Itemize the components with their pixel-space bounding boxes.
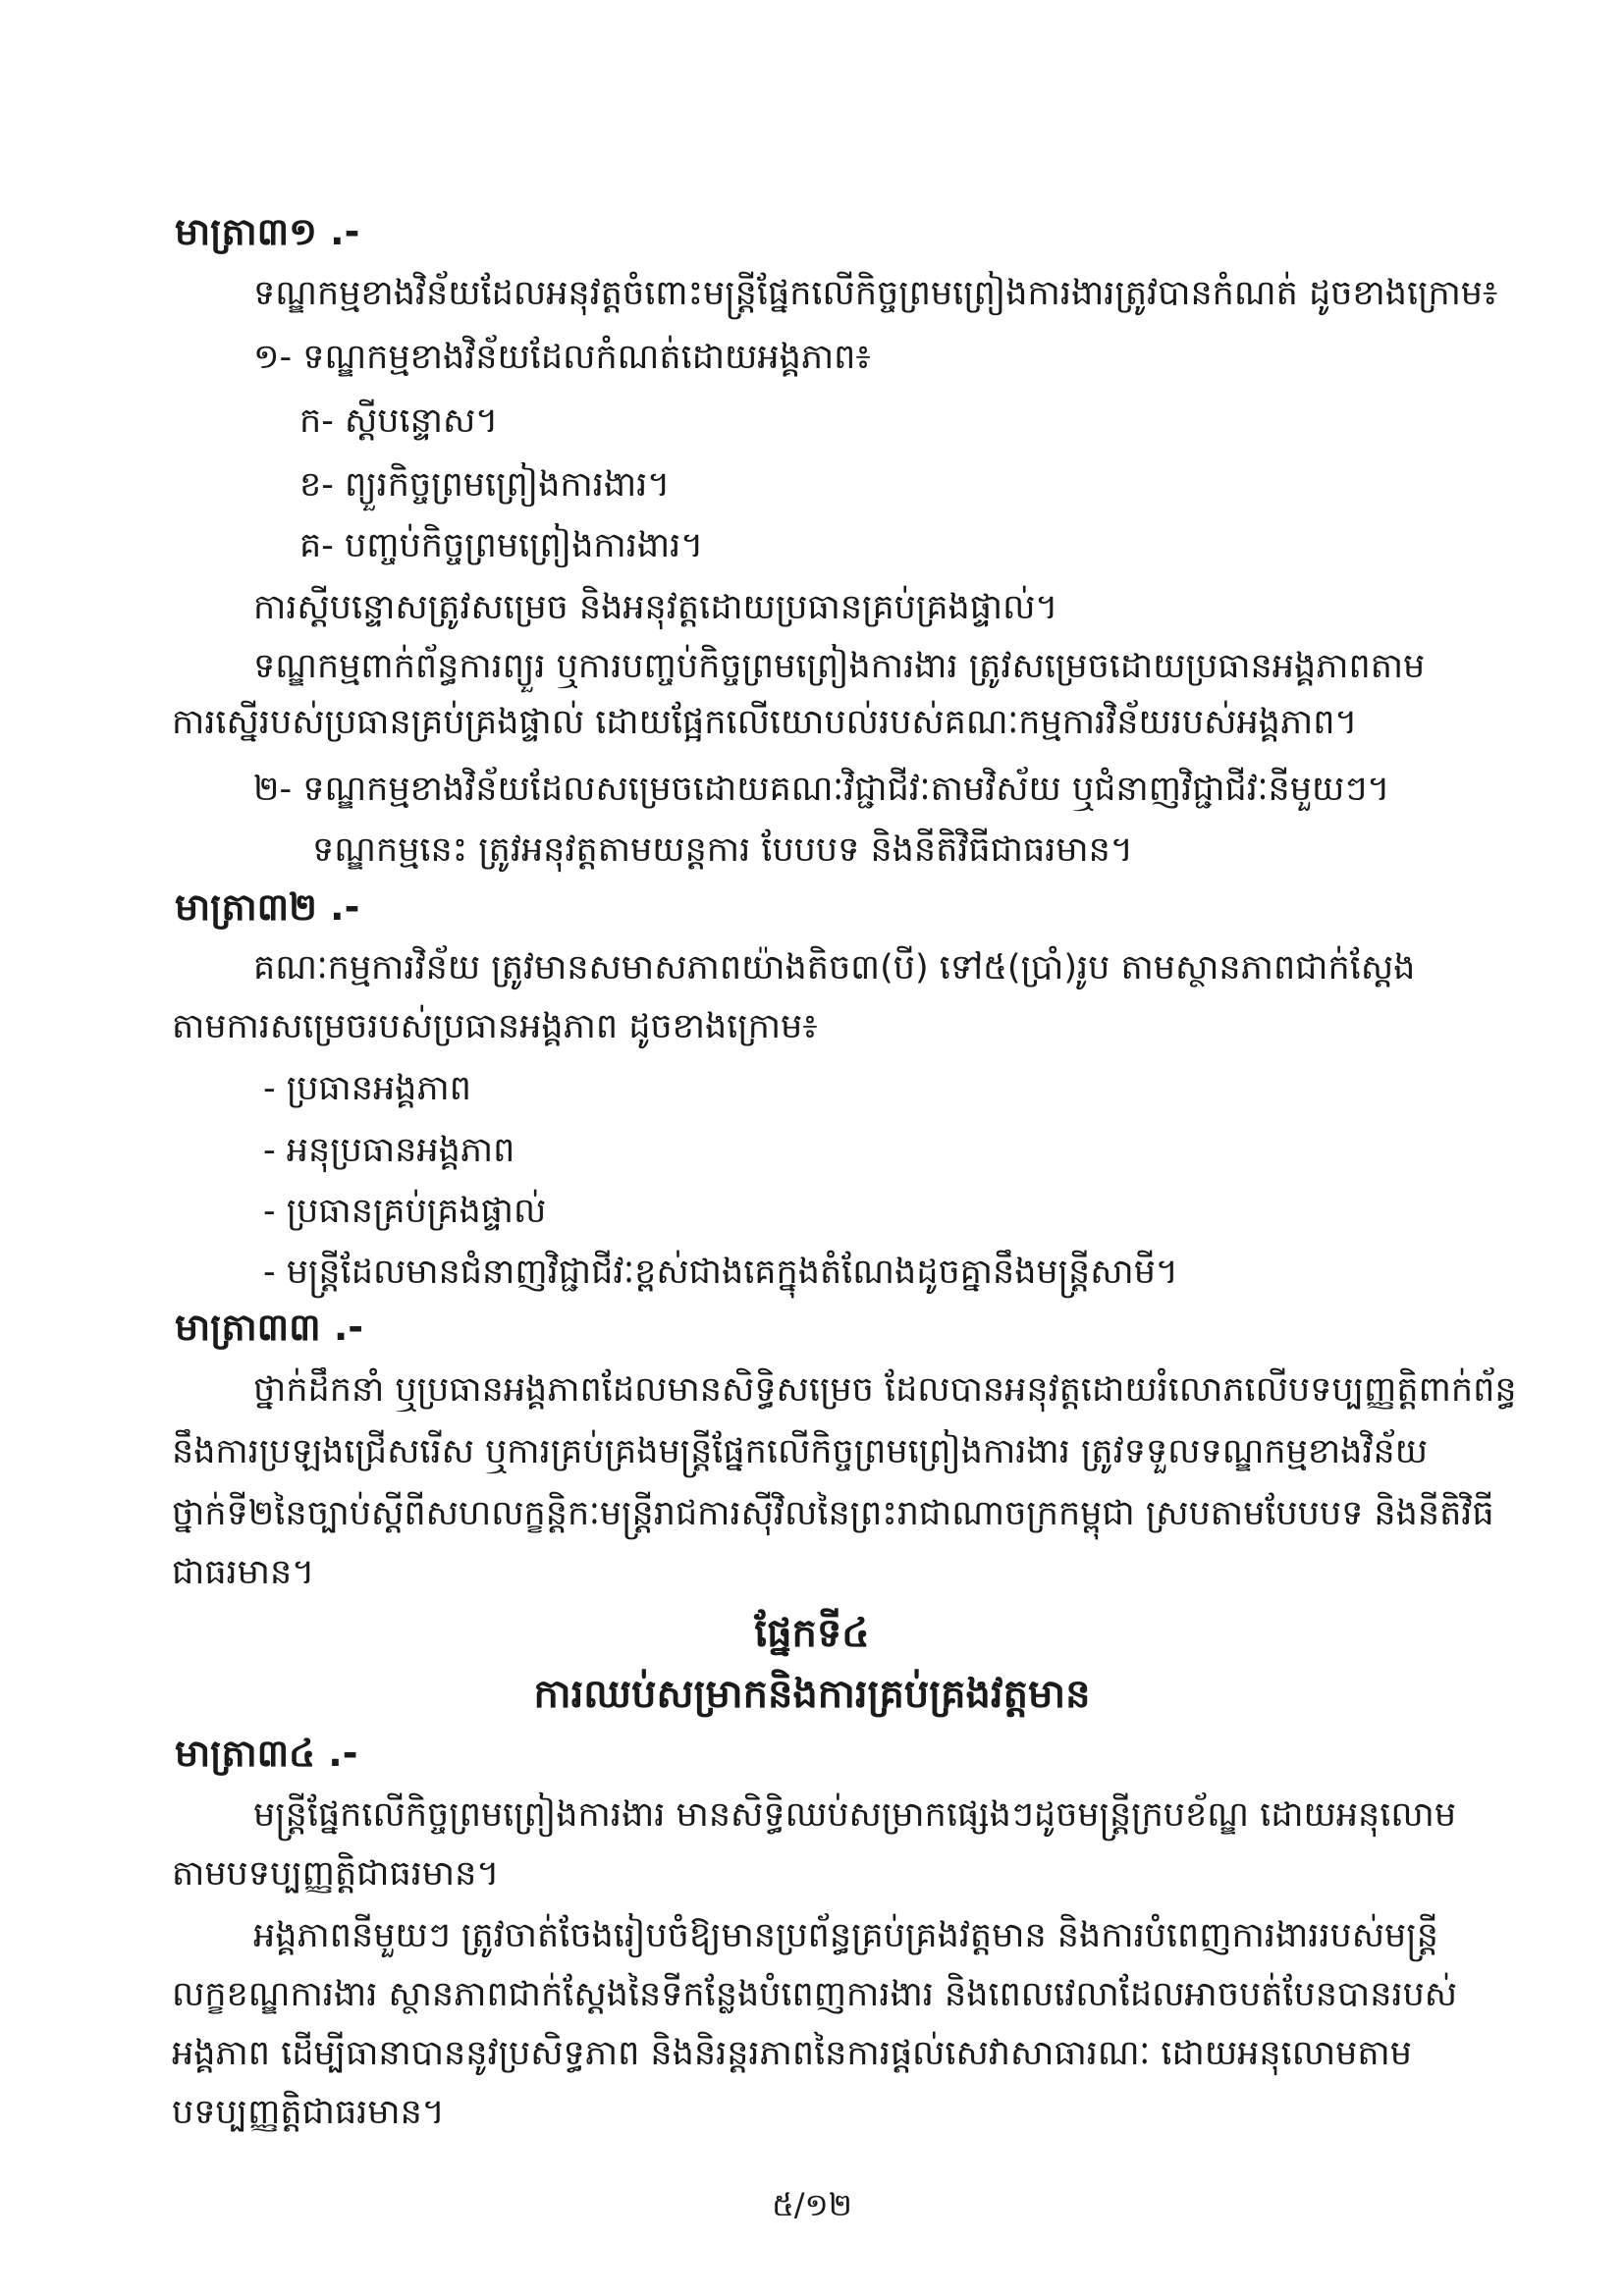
article-33-heading: មាត្រា៣៣ .- — [175, 1306, 364, 1349]
article-31-paragraph-2-line-2: ការស្នើរបស់ប្រធានគ្រប់គ្រងផ្ទាល់ ដោយផ្អែកលើយោបល់របស់គណៈកម្មការវិន័យរបស់អង្គភាព។ — [172, 703, 1358, 742]
article-33-line-2: នឹងការប្រឡងជ្រើសរើស ឬការគ្រប់គ្រងមន្ត្រីផ្នែកលើកិច្ចព្រមព្រៀងការងារ ត្រូវទទួលទណ្ឌកម្មខាងវិន័យ — [172, 1432, 1429, 1471]
article-31-sub-c: គ- បញ្ចប់កិច្ចព្រមព្រៀងការងារ។ — [299, 526, 704, 565]
article-31-item-2: ២- ទណ្ឌកម្មខាងវិន័យដែលសម្រេចដោយគណៈវិជ្ជាជីវៈតាមវិស័យ ឬជំនាញវិជ្ជាជីវៈនីមួយៗ។ — [253, 770, 1390, 809]
article-33-line-3: ថ្នាក់ទី២នៃច្បាប់ស្តីពីសហលក្ខន្តិកៈមន្ត្រីរាជការស៊ីវិលនៃព្រះរាជាណាចក្រកម្ពុជា ស្របតាមបែបបទ និងនីតិវិធី — [172, 1494, 1494, 1533]
article-31-paragraph-2-line-1: ទណ្ឌកម្មពាក់ព័ន្ធការព្យួរ ឬការបញ្ចប់កិច្ចព្រមព្រៀងការងារ ត្រូវសម្រេចដោយប្រធានអង្គភាពតាម — [253, 647, 1426, 686]
article-34-heading: មាត្រា៣៤ .- — [175, 1732, 358, 1775]
article-31-sub-b: ខ- ព្យួរកិច្ចព្រមព្រៀងការងារ។ — [299, 465, 671, 505]
part-4-label: ផ្នែកទី៤ — [754, 1611, 870, 1656]
article-31-item-1: ១- ទណ្ឌកម្មខាងវិន័យដែលកំណត់ដោយអង្គភាព៖ — [253, 338, 871, 377]
article-31-item-2-note: ទណ្ឌកម្មនេះ ត្រូវអនុវត្តតាមយន្តការ បែបបទ និងនីតិវិធីជាធរមាន។ — [312, 830, 1133, 870]
article-31-heading: មាត្រា៣១ .- — [175, 210, 360, 253]
article-33-line-4: ជាធរមាន។ — [172, 1553, 315, 1592]
article-34-line-1: មន្ត្រីផ្នែកលើកិច្ចព្រមព្រៀងការងារ មានសិទ្ធិឈប់សម្រាកផ្សេងៗដូចមន្ត្រីក្របខ័ណ្ឌ ដោយអនុលោម — [253, 1795, 1457, 1835]
page-number: ៥/១២ — [772, 2186, 852, 2223]
part-4-title: ការឈប់សម្រាកនិងការគ្រប់គ្រងវត្តមាន — [533, 1672, 1091, 1717]
article-34-line-2: តាមបទប្បញ្ញត្តិជាធរមាន។ — [172, 1854, 500, 1894]
article-31-sub-a: ក- ស្តីបន្ទោស។ — [299, 401, 499, 441]
article-32-member: - ប្រធានអង្គភាព — [263, 1069, 471, 1108]
article-32-member: - ប្រធានគ្រប់គ្រងផ្ទាល់ — [263, 1192, 547, 1231]
article-31-paragraph-1: ការស្តីបន្ទោសត្រូវសម្រេច និងអនុវត្តដោយប្រធានគ្រប់គ្រងផ្ទាល់។ — [253, 588, 1058, 627]
article-32-member: - មន្ត្រីដែលមានជំនាញវិជ្ជាជីវៈខ្ពស់ជាងគេក្នុងតំណែងដូចគ្នានឹងមន្ត្រីសាមី។ — [263, 1253, 1178, 1292]
article-32-line-2: តាមការសម្រេចរបស់ប្រធានអង្គភាព ដូចខាងក្រោម៖ — [172, 1007, 818, 1046]
article-33-line-1: ថ្នាក់ដឹកនាំ ឬប្រធានអង្គភាពដែលមានសិទ្ធិសម្រេច ដែលបានអនុវត្តដោយរំលោភលើបទប្បញ្ញត្តិពាក់ព័ន្ធ — [253, 1370, 1517, 1410]
article-31-intro: ទណ្ឌកម្មខាងវិន័យដែលអនុវត្តចំពោះមន្ត្រីផ្នែកលើកិច្ចព្រមព្រៀងការងារត្រូវបានកំណត់ ដូចខាងក្រោម៖ — [253, 274, 1498, 313]
article-34-line-6: បទប្បញ្ញត្តិជាធរមាន។ — [172, 2093, 445, 2132]
article-32-heading: មាត្រា៣២ .- — [175, 885, 360, 929]
article-32-line-1: គណៈកម្មការវិន័យ ត្រូវមានសមាសភាពយ៉ាងតិច៣(បី) ទៅ៥(ប្រាំ)រូប តាមស្ថានភាពជាក់ស្តែង — [253, 948, 1416, 988]
article-32-member: - អនុប្រធានអង្គភាព — [263, 1131, 515, 1170]
article-34-line-5: អង្គភាព ដើម្បីធានាបាននូវប្រសិទ្ធភាព និងនិរន្តរភាពនៃការផ្តល់សេវាសាធារណៈ ដោយអនុលោមតាម — [172, 2034, 1412, 2073]
article-34-line-3: អង្គភាពនីមួយៗ ត្រូវចាត់ចែងរៀបចំឱ្យមានប្រព័ន្ធគ្រប់គ្រងវត្តមាន និងការបំពេញការងាររបស់មន្ត្រី — [253, 1916, 1438, 1955]
article-34-line-4: លក្ខខណ្ឌការងារ ស្ថានភាពជាក់ស្តែងនៃទីកន្លែងបំពេញការងារ និងពេលវេលាដែលអាចបត់បែនបានរបស់ — [172, 1975, 1458, 2014]
